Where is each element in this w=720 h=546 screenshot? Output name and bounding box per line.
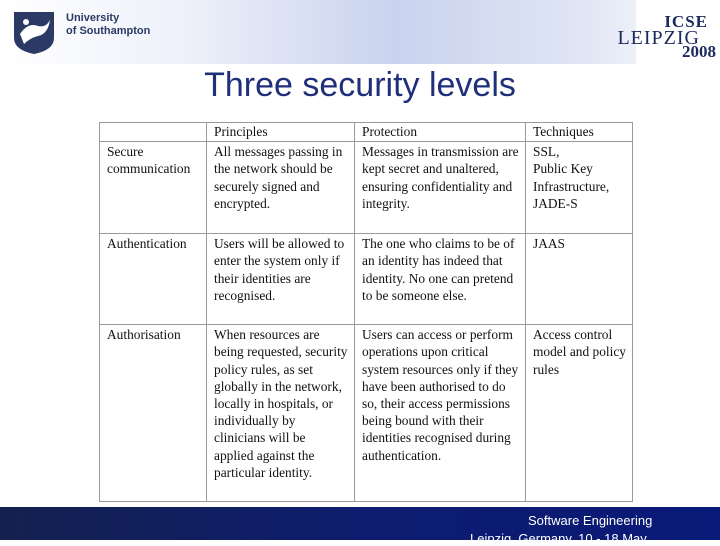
level-cell: Authentication [100,234,207,325]
table-row [100,142,633,234]
conference-logo-line-3: 2008 [682,42,716,61]
security-levels-table [99,122,633,502]
slide-title: Three security levels [204,66,516,104]
protection-cell: The one who claims to be of an identity has indeed that identity. No one can pretend to be someone else. [355,234,526,325]
header-cell-protection: Protection [355,123,526,142]
university-line-2: of Southampton [66,25,151,37]
protection-cell: Messages in transmission are kept secret and unaltered, ensuring confidentiality and integrity. [355,142,526,234]
technique-item: JADE-S [533,195,578,211]
techniques-cell [526,325,633,502]
technique-item: SSL, [533,144,560,160]
level-cell: Secure communication [100,142,207,234]
protection-cell: Users can access or perform operations upon critical system resources only if they have been authorised to do so, their access permissions being bound with their identities recognised during authentication. [355,325,526,502]
header-cell-principles: Principles [207,123,355,142]
university-logo-icon [10,8,60,56]
conference-logo-line-1: ICSE [664,12,708,31]
level-cell: Authorisation [100,325,207,502]
university-line-1: University [66,12,120,24]
techniques-cell [526,234,633,325]
principles-cell: Users will be allowed to enter the system only if their identities are recognised. [207,234,355,325]
table-row [100,325,633,502]
principles-cell: All messages passing in the network should be securely signed and encrypted. [207,142,355,234]
footer-line-2: Leipzig, Germany, 10 - 18 May [470,531,647,546]
conference-logo-line-2: LEIPZIG [617,27,700,49]
technique-item: Public Key Infrastructure, [533,161,610,194]
techniques-cell [526,142,633,234]
technique-item: Access control model and policy rules [533,327,626,377]
header-cell-level [100,123,207,142]
table-row [100,234,633,325]
principles-cell: When resources are being requested, security policy rules, as set globally in the network, locally in hospitals, or individually by clinicians will be applied against the particular identity. [207,325,355,502]
university-name [66,12,150,38]
table-header-row [100,123,633,142]
technique-item: JAAS [533,236,565,252]
header-cell-techniques: Techniques [526,123,633,142]
footer-line-1: Software Engineering [528,513,653,528]
